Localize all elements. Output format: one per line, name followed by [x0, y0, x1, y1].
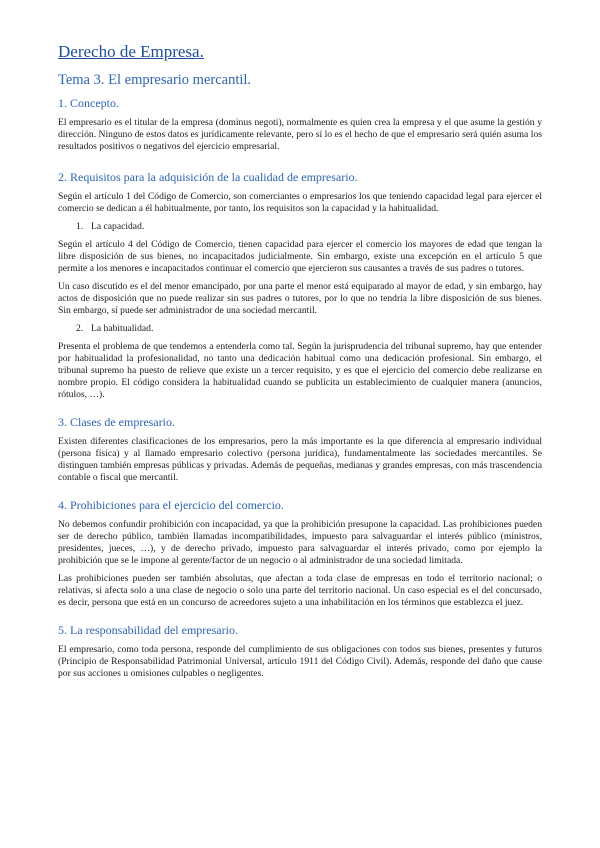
section-heading-requisitos: 2. Requisitos para la adquisición de la cualidad de empresario.: [58, 170, 358, 184]
topic-title: Tema 3. El empresario mercantil.: [58, 72, 252, 88]
document-page: [58, 42, 542, 686]
list-item-habitualidad: 2. La habitualidad.: [76, 323, 154, 334]
paragraph: El empresario es el titular de la empresa (dominus negoti), normalmente es quien crea la empresa y el que asume la gestión y dirección. Ninguno de estos datos es jurídicamente relevante, pero sí lo es el hecho de que el empresario será quién asuma los resultados positivos o negativos del ejercicio empresarial.: [58, 117, 542, 152]
section-heading-prohibiciones: 4. Prohibiciones para el ejercicio del comercio.: [58, 498, 284, 512]
section-heading-responsabilidad: 5. La responsabilidad del empresario.: [58, 623, 238, 637]
section-heading-concepto: 1. Concepto.: [58, 96, 119, 110]
paragraph: Existen diferentes clasificaciones de los empresarios, pero la más importante es la que diferencia al empresario individual (persona física) y al llamado empresario colectivo (persona jurídica), fundamentalmente las sociedades mercantiles. Se distinguen también empresas públicas y privadas. Además de pequeñas, medianas y grandes empresas, con más trascendencia contable o fiscal que mercantil.: [58, 436, 542, 483]
paragraph: Un caso discutido es el del menor emancipado, por una parte el menor está equiparado al mayor de edad, y sin embargo, hay actos de disposición que no puede realizar sin sus padres o tutores, por lo que no tendría la libre disposición de sus bienes. Sin embargo, sí puede ser administrador de una sociedad mercantil.: [58, 281, 542, 316]
paragraph: Según el artículo 1 del Código de Comercio, son comerciantes o empresarios los que teniendo capacidad legal para ejercer el comercio se dedican a él habitualmente, por tanto, los requisitos son la capacidad y la habitualidad.: [58, 191, 542, 214]
list-item-capacidad: 1. La capacidad.: [76, 221, 145, 232]
paragraph: El empresario, como toda persona, responde del cumplimiento de sus obligaciones con todos sus bienes, presentes y futuros (Principio de Responsabilidad Patrimonial Universal, artículo 1911 del Código Civil). Además, responde del daño que cause por sus acciones u omisiones culpables o negligentes.: [58, 644, 542, 679]
paragraph: Las prohibiciones pueden ser también absolutas, que afectan a toda clase de empresas en todo el territorio nacional; o relativas, si afecta solo a una clase de negocio o solo una parte del territorio nacional. Un caso especial es el del concursado, es decir, persona que está en un concurso de acreedores sujeto a una inhabilitación en los términos que establezca el juez.: [58, 573, 542, 608]
paragraph: Presenta el problema de que tendemos a entenderla como tal. Según la jurisprudencia del tribunal supremo, hay que entender por habitualidad la profesionalidad, no tanto una dedicación habitual como una dedicación profesional. Sin embargo, el tribunal supremo ha puesto de relieve que existe un a tercer requisito, y es que el ejercicio del comercio debe realizarse en nombre propio. El código considera la habitualidad cuando se publicita un establecimiento de cualquier manera (anuncios, rótulos, …).: [58, 341, 542, 400]
paragraph: Según el artículo 4 del Código de Comercio, tienen capacidad para ejercer el comercio los mayores de edad que tengan la libre disposición de sus bienes, no incapacitados judicialmente. Sin embargo, existe una excepción en el artículo 5 que permite a los menores e incapacitados continuar el comercio que ejercieron sus causantes a través de sus padres o tutores.: [58, 239, 542, 274]
section-heading-clases: 3. Clases de empresario.: [58, 415, 175, 429]
paragraph: No debemos confundir prohibición con incapacidad, ya que la prohibición presupone la capacidad. Las prohibiciones pueden ser de derecho público, también llamadas incompatibilidades, impuesto para salvaguardar el interés público (ministros, presidentes, jueces, …), y de derecho privado, impuesto para salvaguardar el interés privado, como por ejemplo la prohibición que se le impone al gerente/factor de un negocio o al administrador de una sociedad limitada.: [58, 519, 542, 566]
document-title: Derecho de Empresa.: [58, 42, 204, 61]
